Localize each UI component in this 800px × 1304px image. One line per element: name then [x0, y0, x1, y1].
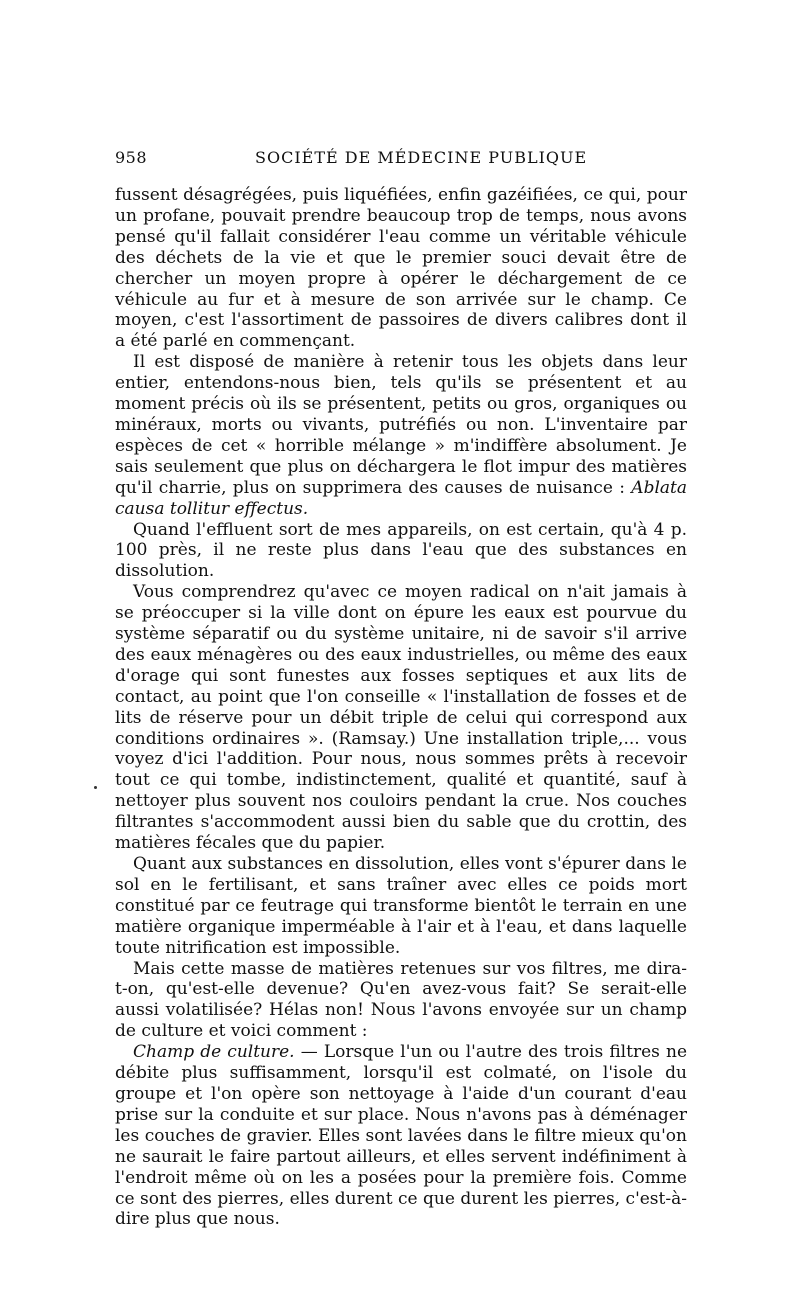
paragraph: [115, 959, 687, 1043]
paragraph: [115, 520, 687, 583]
body-text: [115, 185, 687, 1230]
paragraph-text: Il est disposé de manière à retenir tous les objets dans leur entier, entendons-nous bien, tels qu'ils se présentent et au moment précis où ils se présentent, petits ou gros, organiques ou minéraux, morts ou vivants, putréfiés ou non. L'inventaire par espèces de cet « horrible mélange » m'indiffère absolument. Je sais seulement que plus on déchargera le flot impur des matières qu'il charrie, plus on supprimera des causes de nuisance :: [115, 352, 687, 498]
latin-maxim: Ablata causa tollitur effectus.: [115, 477, 687, 519]
running-title: SOCIÉTÉ DE MÉDECINE PUBLIQUE: [255, 148, 588, 167]
paragraph-text: Vous comprendrez qu'avec ce moyen radical on n'ait jamais à se préoccuper si la ville dont on épure les eaux est pourvue du système séparatif ou du système unitaire, ni de savoir s'il arrive des eaux ménagères ou des eaux industrielles, ou même des eaux d'orage qui sont funestes aux fosses septiques et aux lits de contact, au point que l'on conseille « l'installation de fosses et de lits de réserve pour un débit triple de celui qui correspond aux conditions ordinaires ». (Ramsay.) Une installation triple,... vous voyez d'ici l'addition. Pour nous, nous sommes prêts à recevoir tout ce qui tombe, indistinctement, qualité et quantité, sauf à nettoyer plus souvent nos couloirs pendant la crue. Nos couches filtrantes s'accommodent aussi bien du sable que du crottin, des matières fécales que du papier.: [115, 582, 687, 854]
margin-speck: [94, 786, 97, 789]
paragraph-text: Quant aux substances en dissolution, elles vont s'épurer dans le sol en le fertilisant, et sans traîner avec elles ce poids mort constitué par ce feutrage qui transforme bientôt le terrain en une matière organique imperméable à l'air et à l'eau, et dans laquelle toute nitrification est impossible.: [115, 854, 687, 958]
section-lead: Champ de culture.: [133, 1042, 295, 1063]
page-header: [115, 148, 687, 176]
paragraph-text: — Lorsque l'un ou l'autre des trois filtres ne débite plus suffisamment, lorsqu'il est colmaté, on l'isole du groupe et l'on opère son nettoyage à l'aide d'un courant d'eau prise sur la conduite et sur place. Nous n'avons pas à déménager les couches de gravier. Elles sont lavées dans le filtre mieux qu'on ne saurait le faire partout ailleurs, et elles servent indéfiniment à l'endroit même où on les a posées pour la première fois. Comme ce sont des pierres, elles durent ce que durent les pierres, c'est-à-dire plus que nous.: [115, 1042, 688, 1230]
paragraph-text: Quand l'effluent sort de mes appareils, on est certain, qu'à 4 p. 100 près, il ne reste plus dans l'eau que des substances en dissolution.: [115, 519, 687, 582]
paragraph-text: fussent désagrégées, puis liquéfiées, enfin gazéifiées, ce qui, pour un profane, pouvait prendre beaucoup trop de temps, nous avons pensé qu'il fallait considérer l'eau comme un véritable véhicule des déchets de la vie et que le premier souci devait être de chercher un moyen propre à opérer le déchargement de ce véhicule au fur et à mesure de son arrivée sur le champ. Ce moyen, c'est l'assortiment de passoires de divers calibres dont il a été parlé en commençant.: [115, 185, 687, 352]
paragraph-text: Mais cette masse de matières retenues sur vos filtres, me dira-t-on, qu'est-elle devenue? Qu'en avez-vous fait? Se serait-elle aussi volatilisée? Hélas non! Nous l'avons envoyée sur un champ de culture et voici comment :: [115, 958, 687, 1042]
paragraph: [115, 352, 687, 519]
paragraph: [115, 854, 687, 959]
paragraph: [115, 1042, 687, 1230]
paragraph: [115, 185, 687, 352]
paragraph: [115, 582, 687, 854]
page-number: 958: [115, 148, 148, 167]
